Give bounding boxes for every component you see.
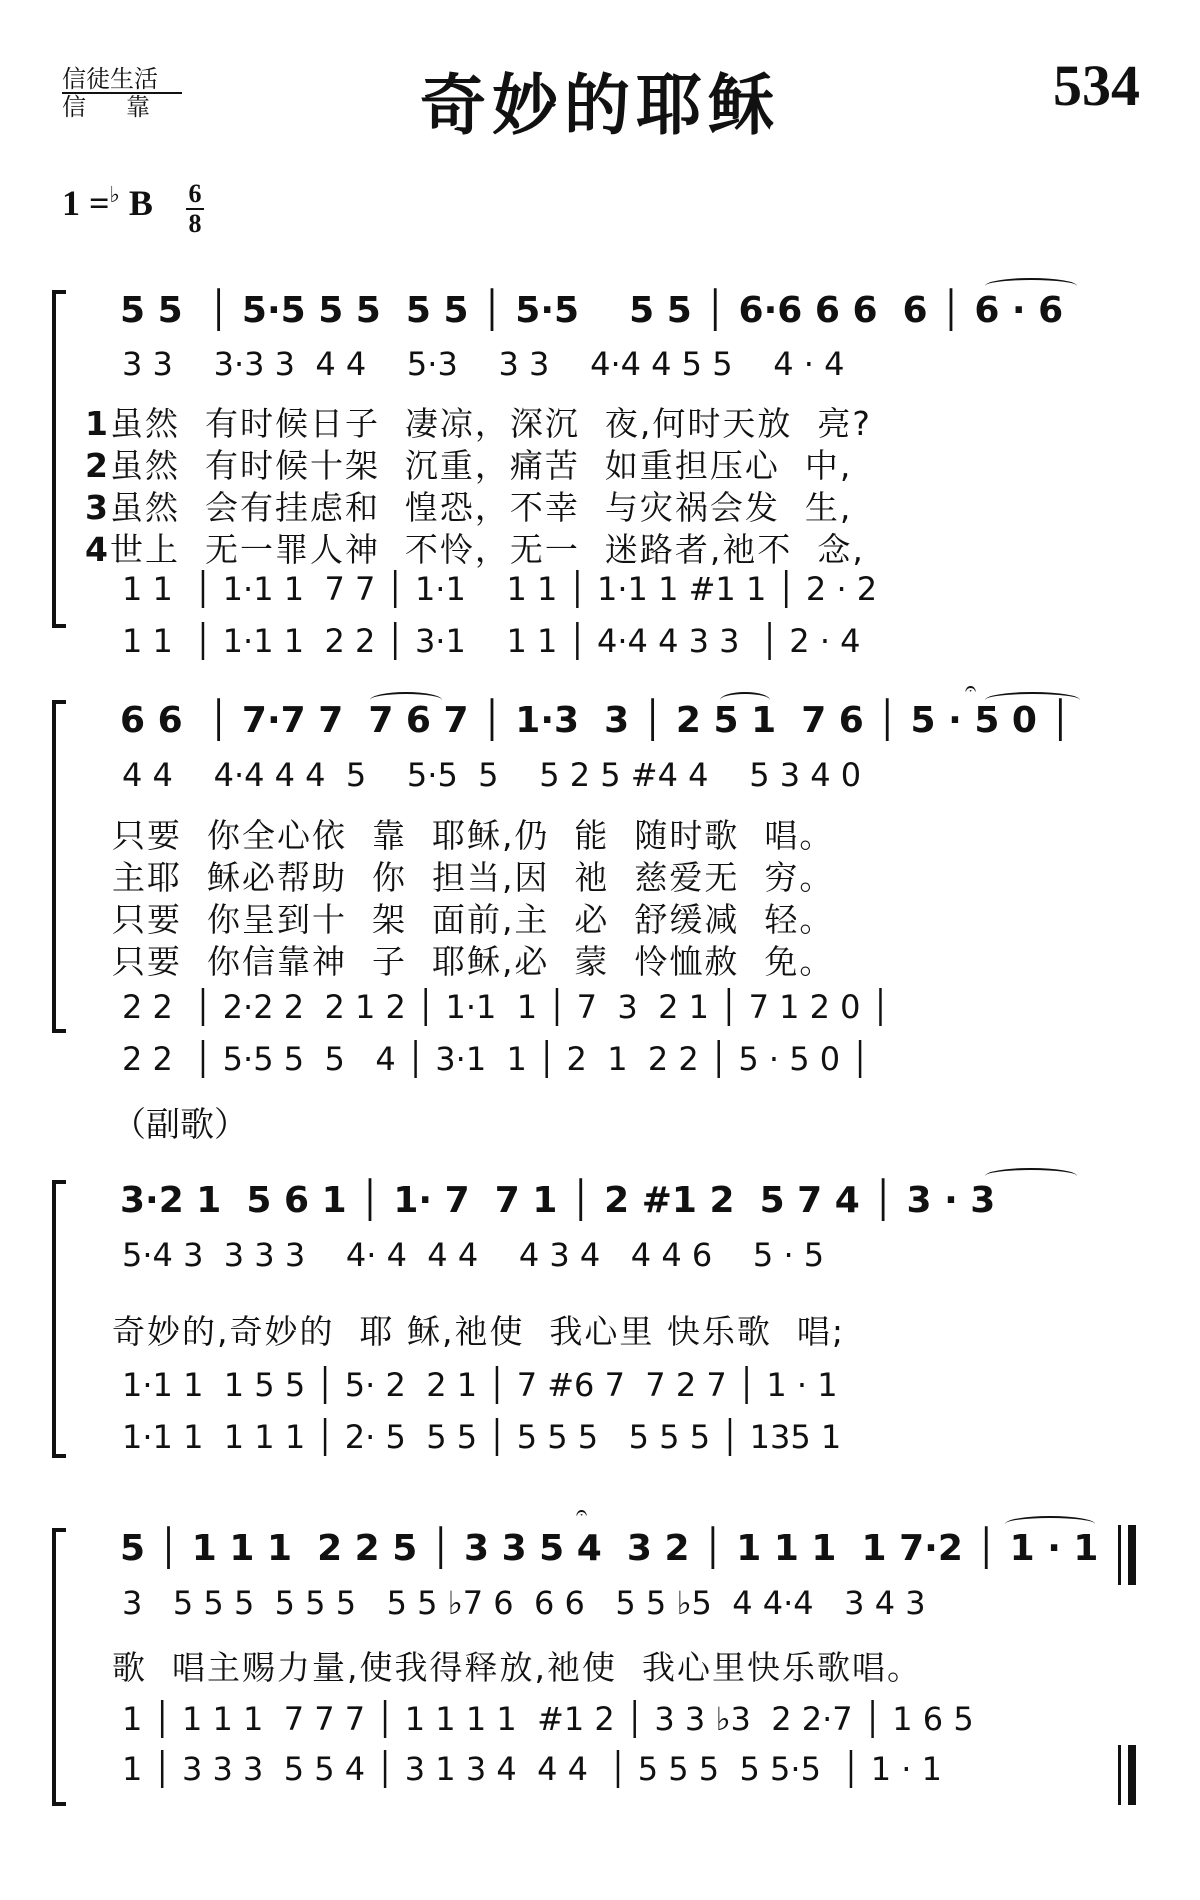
key-note: B [128,183,153,223]
system2-verse-4: 只要 你信靠神 子 耶稣,必 蒙 怜恤赦 免。 [112,942,835,981]
slur-arc [370,692,442,708]
refrain-label: （副歌） [112,1105,248,1145]
key-prefix: 1 = [62,183,110,223]
system2-melody: 6 6 │ 7·7 7 7 6 7 │ 1·3 3 │ 2 5 1 7 6 │ 5 · 5 0 │ [120,700,1072,741]
system4-alto: 3 5 5 5 5 5 5 5 5 ♭7 6 6 6 5 5 ♭5 4 4·4 3 4 3 [122,1584,926,1622]
system4-tenor: 1 │ 1 1 1 7 7 7 │ 1 1 1 1 #1 2 │ 3 3 ♭3 2 2·7 │ 1 6 5 [122,1700,974,1738]
system4-bass: 1 │ 3 3 3 5 5 4 │ 3 1 3 4 4 4 │ 5 5 5 5 5·5 │ 1 · 1 [122,1750,942,1788]
system3-alto: 5·4 3 3 3 3 4· 4 4 4 4 3 4 4 4 6 5 · 5 [122,1236,825,1274]
system1-bass: 1 1 │ 1·1 1 2 2 │ 3·1 1 1 │ 4·4 4 3 3 │ 2 · 4 [122,622,861,660]
system2-tenor: 2 2 │ 2·2 2 2 1 2 │ 1·1 1 │ 7 3 2 1 │ 7 1 2 0 │ [122,988,890,1026]
tie-arc [985,278,1077,294]
tie-arc [985,1168,1077,1184]
system4-melody: 5 │ 1 1 1 2 2 5 │ 3 3 5 4 3 2 │ 1 1 1 1 7·2 │ 1 · 1 [120,1528,1099,1569]
key-signature [62,182,153,224]
time-numerator: 6 [188,179,202,208]
system2-bass: 2 2 │ 5·5 5 5 4 │ 3·1 1 │ 2 1 2 2 │ 5 · 5 0 │ [122,1040,870,1078]
system2-alto: 4 4 4·4 4 4 5 5·5 5 5 2 5 #4 4 5 3 4 0 [122,756,862,794]
system4-lyric: 歌 唱主赐力量,使我得释放,祂使 我心里快乐歌唱。 [112,1648,922,1687]
system2-verse-2: 主耶 稣必帮助 你 担当,因 祂 慈爱无 穷。 [112,858,835,897]
system1-melody: 5 5 │ 5·5 5 5 5 5 │ 5·5 5 5 │ 6·6 6 6 6 │ 6 · 6 [120,290,1064,331]
fermata-icon: 𝄐 [965,676,977,700]
final-barline-thin [1118,1525,1121,1585]
system1-verse-4: 4世上 无一罪人神 不怜，无一 迷路者,祂不 念, [85,530,865,569]
system3-tenor: 1·1 1 1 5 5 │ 5· 2 2 1 │ 7 #6 7 7 2 7 │ 1 · 1 [122,1366,838,1404]
system1-verse-1: 1虽然 有时候日子 凄凉，深沉 夜,何时天放 亮? [85,404,872,443]
flat-icon: ♭ [109,182,120,207]
tie-arc [1005,1516,1095,1532]
system1-alto: 3 3 3·3 3 4 4 5·3 3 3 4·4 4 5 5 4 · 4 [122,345,845,383]
system2-verse-3: 只要 你呈到十 架 面前,主 必 舒缓减 轻。 [112,900,835,939]
system-brace-4 [52,1528,66,1806]
fermata-icon: 𝄐 [576,1500,588,1524]
system-brace-2 [52,700,66,1033]
final-barline-thin [1118,1745,1121,1805]
hymn-number: 534 [1053,53,1140,118]
system1-verse-2: 2虽然 有时候十架 沉重，痛苦 如重担压心 中, [85,446,853,485]
system3-bass: 1·1 1 1 1 1 │ 2· 5 5 5 │ 5 5 5 5 5 5 │ 135 1 [122,1418,842,1456]
system3-melody: 3·2 1 5 6 1 │ 1· 7 7 1 │ 2 #1 2 5 7 4 │ 3 · 3 [120,1180,996,1221]
system3-lyric: 奇妙的,奇妙的 耶 稣,祂使 我心里 快乐歌 唱; [112,1312,846,1351]
category-bottom: 信靠 [62,93,190,121]
system2-verse-1: 只要 你全心依 靠 耶稣,仍 能 随时歌 唱。 [112,816,835,855]
time-denominator: 8 [188,209,202,238]
system1-tenor: 1 1 │ 1·1 1 7 7 │ 1·1 1 1 │ 1·1 1 #1 1 │ 2 · 2 [122,570,878,608]
system-brace-1 [52,290,66,628]
system1-verse-3: 3虽然 会有挂虑和 惶恐，不幸 与灾祸会发 生, [85,488,853,527]
category-top: 信徒生活 [62,65,158,93]
final-barline-thick [1128,1745,1136,1805]
tie-arc [985,692,1080,708]
time-signature [186,180,204,238]
hymn-title: 奇妙的耶稣 [420,66,780,144]
system-brace-3 [52,1180,66,1458]
slur-arc [720,692,770,708]
final-barline-thick [1128,1525,1136,1585]
